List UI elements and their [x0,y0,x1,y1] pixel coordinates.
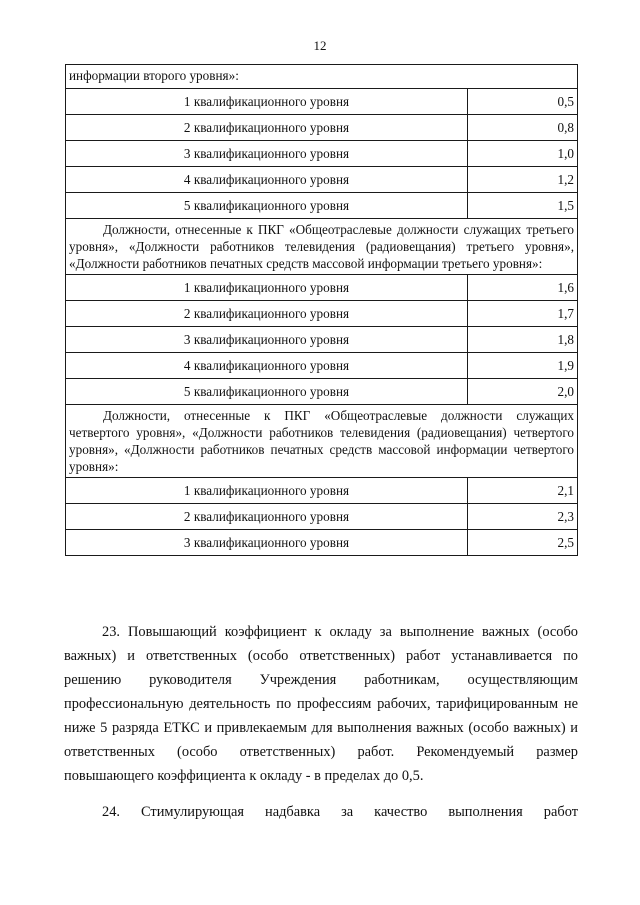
coefficient-value: 2,1 [468,478,578,504]
level-name: 4 квалификационного уровня [66,167,468,193]
table-row [66,141,578,167]
table-row [66,478,578,504]
coefficient-value: 1,2 [468,167,578,193]
coefficient-value: 1,9 [468,353,578,379]
coefficient-value: 0,8 [468,115,578,141]
group-header-text: Должности, отнесенные к ПКГ «Общеотраслевые должности служащих четвертого уровня», «Должности работников телевидения (радиовещания) четвертого уровня», «Должности работников печатных средств массовой информации четвертого уровня»: [66,405,578,478]
table-row [66,379,578,405]
coefficient-value: 1,8 [468,327,578,353]
paragraph-23: 23. Повышающий коэффициент к окладу за выполнение важных (особо важных) и ответственных (особо ответственных) работ устанавливается по решению руководителя Учреждения работникам, осуществляющим профессиональную деятельность по профессиям рабочих, тарифицированным не ниже 5 разряда ЕТКС и привлекаемым для выполнения важных (особо важных) и ответственных (особо ответственных) работ. Рекомендуемый размер повышающего коэффициента к окладу - в пределах до 0,5. [64,624,578,784]
level-name: 2 квалификационного уровня [66,301,468,327]
group-header-text: Должности, отнесенные к ПКГ «Общеотраслевые должности служащих третьего уровня», «Должности работников телевидения (радиовещания) третьего уровня», «Должности работников печатных средств массовой информации третьего уровня»: [66,219,578,275]
paragraph-24: 24. Стимулирующая надбавка за качество выполнения работ [102,804,578,820]
coefficient-value: 2,0 [468,379,578,405]
coefficient-table [65,64,578,556]
level-name: 1 квалификационного уровня [66,89,468,115]
table-row [66,275,578,301]
table-row [66,193,578,219]
table-row [66,353,578,379]
coefficient-value: 2,5 [468,530,578,556]
coefficient-value: 1,7 [468,301,578,327]
table-row [66,89,578,115]
level-name: 3 квалификационного уровня [66,141,468,167]
table-row [66,167,578,193]
level-name: 5 квалификационного уровня [66,379,468,405]
group-header-row [66,405,578,478]
table-row [66,530,578,556]
level-name: 3 квалификационного уровня [66,530,468,556]
coefficient-value: 0,5 [468,89,578,115]
level-name: 2 квалификационного уровня [66,504,468,530]
group-header-row [66,219,578,275]
level-name: 1 квалификационного уровня [66,275,468,301]
page-number: 12 [313,38,327,53]
table-row [66,327,578,353]
coefficient-value: 1,6 [468,275,578,301]
table-row [66,504,578,530]
coefficient-value: 1,5 [468,193,578,219]
group-header-text: информации второго уровня»: [66,65,578,89]
table-row [66,115,578,141]
level-name: 1 квалификационного уровня [66,478,468,504]
level-name: 2 квалификационного уровня [66,115,468,141]
level-name: 5 квалификационного уровня [66,193,468,219]
level-name: 3 квалификационного уровня [66,327,468,353]
table-row [66,301,578,327]
coefficient-value: 1,0 [468,141,578,167]
group-header-row [66,65,578,89]
coefficient-value: 2,3 [468,504,578,530]
level-name: 4 квалификационного уровня [66,353,468,379]
